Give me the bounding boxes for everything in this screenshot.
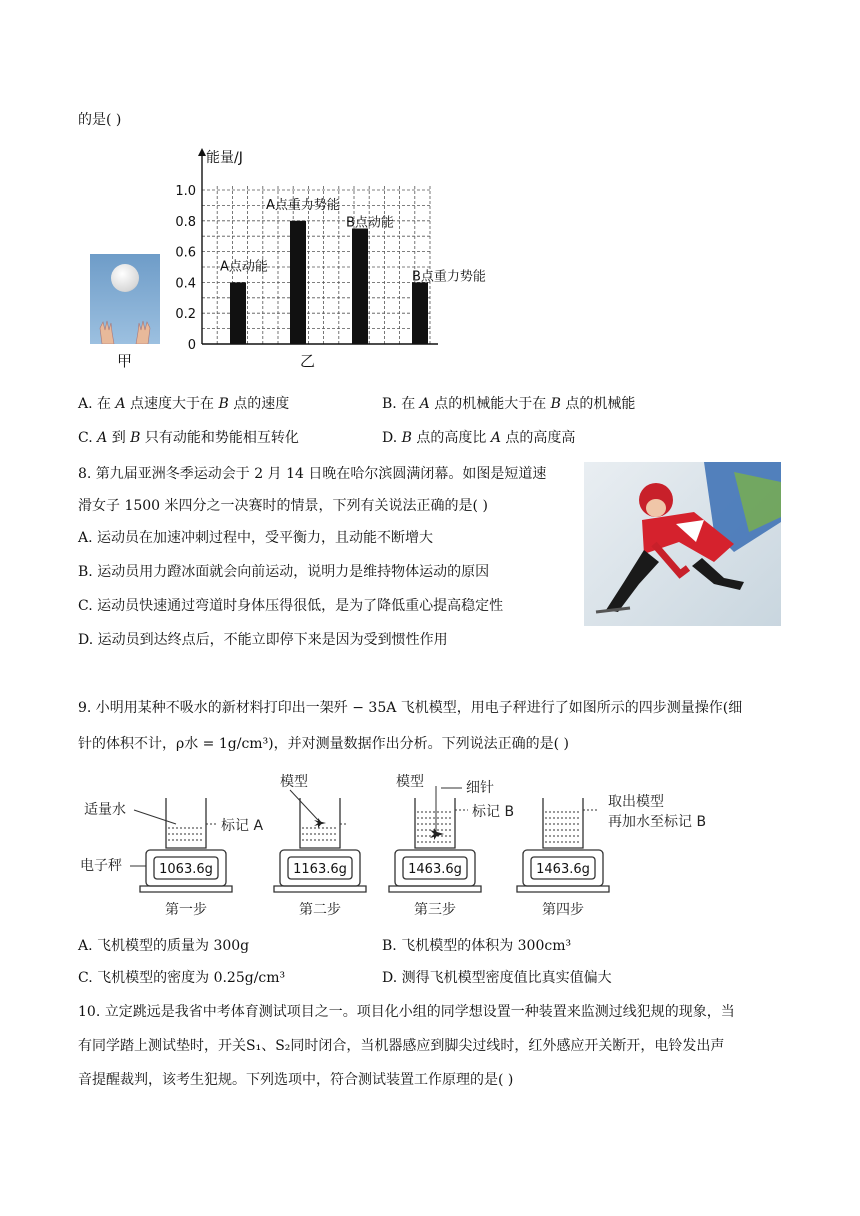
label-model-2: 模型 (280, 774, 308, 790)
bar-2 (290, 221, 306, 344)
hands-image (96, 318, 154, 344)
step-label-3: 第三步 (414, 902, 456, 918)
step-label-1: 第一步 (165, 902, 207, 918)
bar-label-2: A点重力势能 (266, 197, 340, 213)
q8-option-d[interactable]: D. 运动员到达终点后，不能立即停下来是因为受到惯性作用 (78, 632, 448, 648)
label-water: 适量水 (84, 802, 126, 818)
q10-stem-line3: 音提醒裁判，该考生犯规。下列选项中，符合测试装置工作原理的是( ) (78, 1072, 514, 1088)
q8-stem-line2: 滑女子 1500 米四分之一决赛时的情景，下列有关说法正确的是( ) (78, 498, 488, 514)
step-label-4: 第四步 (542, 902, 584, 918)
y-tick-label: 0 (187, 338, 196, 352)
q9-option-b[interactable]: B. 飞机模型的体积为 300cm³ (382, 938, 572, 954)
label-mark-b: 标记 B (472, 804, 515, 820)
y-tick-label: 0.8 (175, 214, 196, 230)
y-tick-label: 1.0 (175, 184, 196, 199)
q7-option-d[interactable]: D. B 点的高度比 A 点的高度高 (382, 430, 576, 446)
y-tick-label: 0.2 (175, 307, 196, 323)
scale-reading-2: 1163.6g (293, 862, 347, 877)
y-axis-label: 能量/J (206, 150, 243, 166)
bar-4 (412, 282, 428, 344)
measurement-steps-figure (78, 768, 758, 920)
scale-reading-3: 1463.6g (408, 862, 462, 877)
scale-reading-1: 1063.6g (159, 862, 213, 877)
y-tick-label: 0.4 (175, 276, 196, 292)
scale-reading-4: 1463.6g (536, 862, 590, 877)
q10-stem-line2: 有同学踏上测试垫时，开关S₁、S₂同时闭合，当机器感应到脚尖过线时，红外感应开关断开，电铃发出声 (78, 1038, 725, 1054)
speed-skater-photo (584, 462, 781, 626)
q9-stem-line2: 针的体积不计，ρ水 = 1g/cm³)，并对测量数据作出分析。下列说法正确的是( ) (78, 736, 570, 752)
bar-3 (352, 229, 368, 345)
label-mark-a: 标记 A (221, 818, 264, 834)
q9-option-c[interactable]: C. 飞机模型的密度为 0.25g/cm³ (78, 970, 286, 986)
label-model-3: 模型 (396, 774, 424, 790)
q7-stem-tail: 的是( ) (78, 112, 122, 128)
q9-stem-line1: 9. 小明用某种不吸水的新材料打印出一架歼 − 35A 飞机模型，用电子秤进行了如图所示的四步测量操作(细 (78, 700, 743, 716)
q8-option-c[interactable]: C. 运动员快速通过弯道时身体压得很低，是为了降低重心提高稳定性 (78, 598, 504, 614)
label-scale: 电子秤 (80, 858, 122, 874)
bar-label-3: B点动能 (346, 215, 394, 231)
q7-option-a[interactable]: A. 在 A 点速度大于在 B 点的速度 (78, 396, 290, 412)
bar-1 (230, 282, 246, 344)
y-axis-arrow (198, 148, 206, 156)
q7-option-c[interactable]: C. A 到 B 只有动能和势能相互转化 (78, 430, 299, 446)
q10-stem-line1: 10. 立定跳远是我省中考体育测试项目之一。项目化小组的同学想设置一种装置来监测过线犯规的现象，当 (78, 1004, 735, 1020)
energy-bar-chart (170, 146, 490, 352)
volleyball-image (111, 264, 139, 292)
q9-option-d[interactable]: D. 测得飞机模型密度值比真实值偏大 (382, 970, 612, 986)
q8-stem-line1: 8. 第九届亚洲冬季运动会于 2 月 14 日晚在哈尔滨圆满闭幕。如图是短道速 (78, 466, 547, 482)
label-needle: 细针 (466, 780, 494, 796)
figure-caption-jia: 甲 (117, 352, 133, 370)
bar-label-1: A点动能 (220, 259, 268, 275)
q9-option-a[interactable]: A. 飞机模型的质量为 300g (78, 938, 250, 954)
y-tick-label: 0.6 (175, 245, 196, 261)
label-step4-line1: 取出模型 (608, 794, 664, 810)
label-step4-line2: 再加水至标记 B (608, 814, 707, 830)
bar-label-4: B点重力势能 (412, 269, 486, 285)
q8-option-a[interactable]: A. 运动员在加速冲刺过程中，受平衡力，且动能不断增大 (78, 530, 434, 546)
q8-option-b[interactable]: B. 运动员用力蹬冰面就会向前运动，说明力是维持物体运动的原因 (78, 564, 490, 580)
q7-option-b[interactable]: B. 在 A 点的机械能大于在 B 点的机械能 (382, 396, 636, 412)
figure-caption-yi: 乙 (300, 352, 316, 370)
step-label-2: 第二步 (299, 902, 341, 918)
